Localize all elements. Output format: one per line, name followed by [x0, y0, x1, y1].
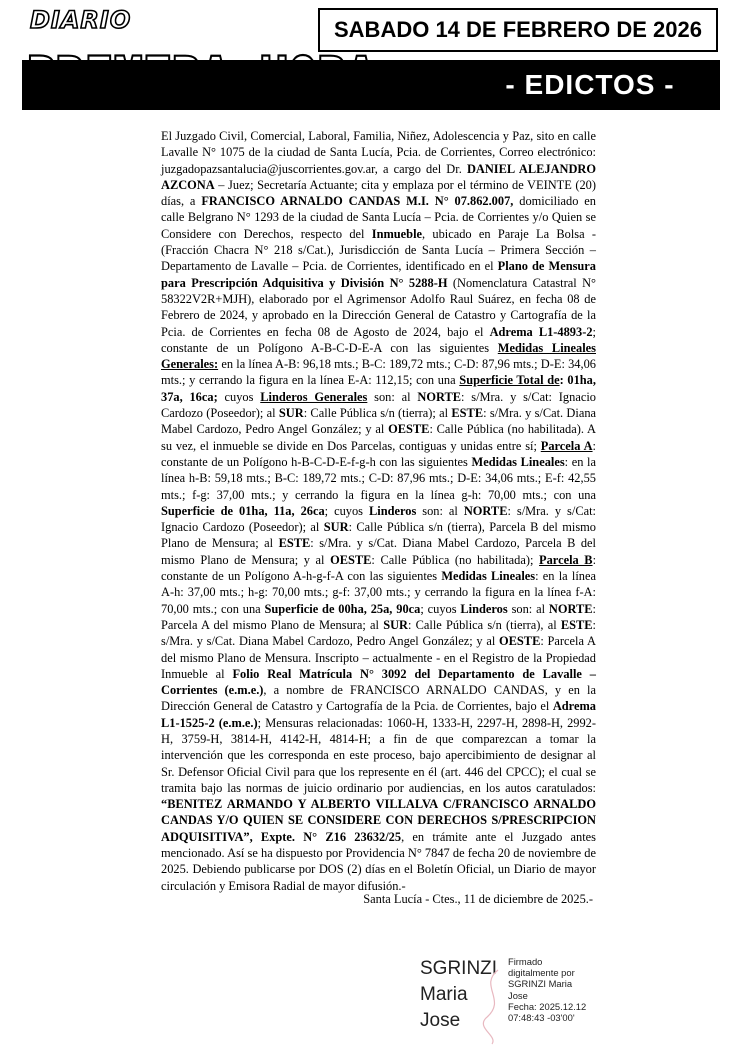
underlined-heading: Linderos Generales	[260, 389, 368, 404]
text-run: El Juzgado Civil, Comercial, Laboral, Familia, Niñez, Adolescencia y Paz, sito en calle Lavalle N° 1075 de la ciudad de Santa Lucía, Pcia. de Corrientes, Correo electrónico: juzgadopazsantalucia@juscorrientes.gov.ar, a cargo del Dr.	[161, 129, 596, 176]
underlined-heading: Superficie Total de	[459, 373, 560, 388]
bold-run: Superficie de 01ha, 11a, 26ca	[161, 503, 325, 518]
text-run: ; cuyos	[420, 601, 457, 616]
text-run: domiciliado en calle Belgrano N° 1293 de la ciudad de Santa Lucía – Pcia. de Corrientes y/o Quien se Considere con Derechos, respecto del	[161, 194, 596, 241]
signature-name-line: SGRINZI	[420, 958, 498, 979]
bold-run: NORTE	[417, 389, 462, 404]
text-run: : constante de un Polígono A-h-g-f-A con las siguientes	[161, 552, 597, 584]
adrema-reference: Adrema L1-1525-2 (e.m.e.)	[161, 699, 596, 730]
bold-run: OESTE	[330, 552, 372, 567]
text-run: son: al	[374, 389, 411, 404]
text-run: , ubicado en Paraje La Bolsa - (Fracción Chacra N° 218 s/Cat.), Jurisdicción de Santa Lucía – Primera Sección – Departamento de Lavalle – Pcia. de Corrientes, identificado en el	[161, 226, 596, 274]
underlined-heading: Medidas Lineales Generales:	[161, 340, 596, 372]
text-run: : s/Mra. y s/Cat. Diana Mabel Cardozo, Parcela B del mismo Plano de Mensura; y al	[161, 536, 596, 567]
bold-run: ESTE	[278, 536, 311, 551]
date-box: SABADO 14 DE FEBRERO DE 2026	[318, 8, 718, 52]
signature-detail-line: Jose	[508, 989, 528, 1001]
text-run: son: al	[511, 601, 546, 616]
closing-date: Santa Lucía - Ctes., 11 de diciembre de 2025.-	[363, 892, 593, 906]
masthead	[22, 6, 720, 110]
bold-run: SUR	[278, 406, 304, 421]
bold-run: Linderos	[460, 601, 508, 616]
case-caption: “BENITEZ ARMANDO Y ALBERTO VILLALVA C/FRANCISCO ARNALDO CANDAS Y/O QUIEN SE CONSIDERE CON DERECHOS S/PRESCRIPCION ADQUISITIVA”, Expte. N° Z16 23632/25	[161, 797, 596, 844]
folio-reference: Folio Real Matrícula N° 3092 del Departamento de Lavalle – Corrientes (e.m.e.)	[161, 666, 596, 698]
text-run: : Calle Pública s/n (tierra), Parcela B del mismo Plano de Mensura; al	[161, 520, 596, 551]
underlined-heading: Parcela B	[539, 552, 593, 567]
signature-detail-line: SGRINZI Maria	[508, 978, 573, 990]
text-run: , a nombre de FRANCISCO ARNALDO CANDAS, y en la Dirección General de Catastro y Cartografía de la Pcia. de Corrientes, bajo el	[161, 683, 596, 714]
bold-run: NORTE	[548, 601, 593, 616]
text-run: : s/Mra. y s/Cat. Diana Mabel Cardozo, Pedro Angel González; y al	[161, 406, 597, 437]
signature-detail-line: Fecha: 2025.12.12	[508, 1000, 587, 1012]
section-label: - EDICTOS -	[505, 69, 675, 100]
text-run: : Calle Pública s/n (tierra); al	[303, 406, 449, 421]
bold-run: OESTE	[388, 422, 430, 437]
text-run: : s/Mra. y s/Cat: Ignacio Cardozo (Poseedor); al	[161, 389, 596, 421]
text-run: : s/Mra. y s/Cat: Ignacio Cardozo (Poseedor); al	[161, 503, 596, 535]
bold-run: NORTE	[463, 503, 508, 518]
text-run: : Parcela A del mismo Plano de Mensura. Inscripto – actualmente - en el Registro de la Propiedad Inmueble al	[161, 634, 596, 681]
text-run: (Nomenclatura Catastral N° 58322V2R+MJH), elaborado por el Agrimensor Adolfo Raul Suárez, en fecha 08 de Febrero de 2024, y aprobado en la Dirección General de Catastro y Cartografía de la Pcia. de Corrientes en fecha 08 de Agosto de 2024, bajo el	[161, 275, 596, 339]
plan-reference: Plano de Mensura para Prescripción Adquisitiva y División N° 5288-H	[161, 259, 596, 290]
text-run: : Calle Pública (no habilitada);	[371, 552, 534, 567]
text-run: : s/Mra. y s/Cat. Diana Mabel Cardozo, Pedro Angel González; y al	[161, 617, 596, 649]
bold-run: Inmueble	[371, 226, 423, 241]
bold-run: ESTE	[451, 406, 484, 421]
defendant-name: FRANCISCO ARNALDO CANDAS M.I. N° 07.862.007,	[201, 194, 514, 209]
bold-run: : 01ha, 37a, 16ca;	[161, 373, 596, 404]
signature-details	[508, 956, 618, 1023]
text-run: : en la línea h-B: 59,18 mts.; B-C: 189,72 mts.; C-D: 87,96 mts.; D-E: 34,06 mts.; E-f: 42,55 mts.; f-g: 37,00 mts.; y cerrando la figura en la línea g-h: 70,00 mts.; con una	[161, 454, 596, 502]
bold-run: Linderos	[368, 503, 417, 518]
underlined-heading: Parcela A	[540, 438, 593, 453]
edict-paragraph	[161, 128, 596, 894]
judge-name: DANIEL ALEJANDRO AZCONA	[161, 161, 597, 192]
logo-top-text: DIARIO	[30, 6, 132, 34]
bold-run: SUR	[323, 520, 349, 535]
signature-name-line: Jose	[420, 1010, 461, 1031]
bold-run: Medidas Lineales	[441, 569, 536, 584]
text-run: en la línea A-B: 96,18 mts.; B-C: 189,72 mts.; C-D: 87,96 mts.; D-E: 34,06 mts.; y cerrando la figura en la línea E-A: 112,15; con una	[161, 357, 596, 388]
signature-detail-line: 07:48:43 -03'00'	[508, 1012, 575, 1024]
text-run: ; constante de un Polígono A-B-C-D-E-A con las siguientes	[161, 324, 596, 355]
text-run: son: al	[422, 503, 458, 518]
bold-run: ESTE	[560, 617, 593, 632]
text-run: ; Mensuras relacionadas: 1060-H, 1333-H, 2297-H, 2898-H, 2992-H, 3759-H, 3814-H, 4142-H, 4814-H; a fin de que comparezcan a tomar la intervención que les corresponda en este proceso, bajo apercibimiento de designar al Sr. Defensor Oficial Civil para que los represente en él (art. 446 del CPCC); el cual se tramita bajo las normas de juicio ordinario por audiencias, en los autos caratulados:	[161, 715, 596, 795]
text-run: – Juez; Secretaría Actuante; cita y emplaza por el término de VEINTE (20) días, a	[161, 177, 596, 209]
edict-text	[161, 128, 596, 894]
bold-run: SUR	[383, 617, 408, 632]
text-run: : Parcela A del mismo Plano de Mensura; al	[161, 601, 596, 632]
bold-run: OESTE	[499, 634, 541, 649]
text-run: : Calle Pública (no habilitada). A su vez, el inmueble se divide en Dos Parcelas, contiguas y unidas entre sí;	[161, 422, 596, 453]
signature-name-line: Maria	[420, 984, 468, 1005]
signature-detail-line: digitalmente por	[508, 967, 575, 979]
adrema-reference: Adrema L1-4893-2	[489, 324, 593, 339]
text-run: cuyos	[224, 389, 254, 404]
text-run: : en la línea A-h: 37,00 mts.; h-g: 70,00 mts.; g-f: 37,00 mts.; y cerrando la figura en la línea f-A: 70,00 mts.; con una	[161, 569, 597, 616]
bold-run: Medidas Lineales	[471, 454, 565, 469]
text-run: : constante de un Polígono h-B-C-D-E-f-g-h con las siguientes	[161, 438, 596, 469]
text-run: : Calle Pública s/n (tierra), al	[407, 617, 557, 632]
bold-run: Superficie de 00ha, 25a, 90ca	[264, 601, 421, 616]
signature-detail-line: Firmado	[508, 956, 543, 967]
text-run: , en trámite ante el Juzgado antes mencionado. Así se ha dispuesto por Providencia N° 7847 de fecha 20 de noviembre de 2025. Debiendo publicarse por DOS (2) días en el Boletín Oficial, un Diario de mayor circulación y Emisora Radial de mayor difusión.-	[161, 829, 597, 893]
text-run: ; cuyos	[324, 503, 363, 518]
